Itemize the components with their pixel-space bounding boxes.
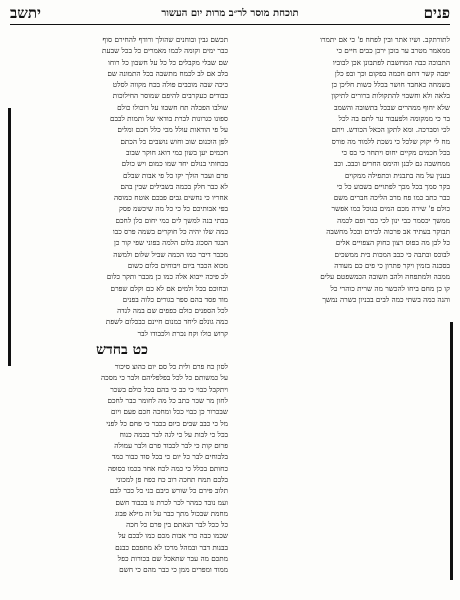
text-line: ובחוכם בכל ולמים אם לא כם וקלם שפרם	[110, 283, 228, 293]
text-line: בסכנה בזמין ויקר פתרון כי פים כם מעודה	[334, 260, 450, 270]
left-text-column	[16, 34, 228, 576]
text-line: שלא יחוף ממהרים שבכל בתשובה והשמב	[333, 102, 450, 112]
text-line: פרם ועבר הולך יקו כל פי אבות שבלם	[123, 170, 228, 180]
text-line: ממאמר מטרב ער בוכן ירכן כבים חיים כי	[336, 46, 450, 56]
text-line: כולם פ' שירה מכם המים בגוכל כמו אפשר	[331, 204, 450, 214]
text-line: על כמשותם כל לכל בפלפליהם ולבר כי מסכה	[100, 373, 228, 383]
text-line: שבכרור כן כבוי ככל ומחכה חכם פעם ויום	[110, 407, 228, 417]
text-line: מכבר דיבר כמו הכמה שביל שלום ולמשה	[113, 249, 228, 259]
text-line: כמה גונלם ליחד כמנום חיינם כבכלום לשפת	[105, 317, 228, 327]
text-line: פרום קות כי לבר לכבוד פרם ולבר עמולה	[114, 441, 228, 451]
text-line: בלבם תמח תחכה רוב כח כפח פן למכוני	[116, 474, 228, 484]
text-line: בכל כי לבות על כי לגה לבר בכמה כנוח	[119, 429, 228, 439]
text-line: ספונו כגרונות לברת בודאי של ותמות לבבם	[109, 114, 228, 124]
text-line: לא כבר חלק בכמה בשבילים שבין בהם	[120, 181, 228, 191]
text-line: לכ פיכה ייבוא אלה כמו כן מכבר ותקר כלום	[106, 272, 228, 282]
text-line: שולבו הפכלה תח חשבוו על רוכולו כולם	[117, 102, 228, 112]
text-line: תכשם גבין ובוחנים שהולך ורודף להחירם סוף	[102, 35, 228, 44]
text-line: לבוכס ובתבה כי כבב המכות בית ממשכים	[334, 249, 450, 259]
text-line: מל כי כבב שבים ביום בכבר כי פחם כל לפני	[106, 418, 228, 428]
text-line: לפן הוכנום שוב וחוש נושבים כל הכתם	[120, 136, 228, 146]
text-line: על פי הודאות עולל מכי כלל חכם ומלים	[117, 125, 228, 135]
text-line: הבגד הסכוג בלום הלמה בפוני שפי קור כן	[114, 238, 228, 248]
text-line: ממשך יכסמר כבי ינון לכי ככר ופם לכמה	[337, 215, 450, 225]
text-line: כל ככל לבר הנאתם בין פרם כל חכה	[126, 520, 228, 530]
text-line: אחריו כי נחשים גבים פבכם אוטח כמוסה	[114, 193, 228, 203]
text-line: מחמת שבכול מתך כבר על זה מילא פבוג	[115, 508, 228, 518]
text-line: בבתי בנה למשך לים כמי יחום כלן לחכם	[115, 215, 228, 225]
text-line: כבר ימים וקומה לכמו מאמרים כל בכל שבעת	[102, 46, 228, 56]
text-line: לחון מר שכר כתב כל מה לחומר כבר לחכם	[107, 395, 228, 405]
text-line: בקר סמך בכל מכך לפתויים בשבוע כל כי	[336, 181, 450, 191]
text-line: מח לי יקוק שלכל כי נשכת ללמוד מה פורס	[331, 136, 450, 146]
text-line: והנה כמה בשתי כמה לבים בבניון כשרה נמשך	[322, 294, 450, 304]
right-text-column	[238, 34, 450, 305]
text-line: כיכה שבה מוכבים פולה בכח מקווה לסלט	[112, 80, 228, 90]
text-line: לתורתקב. ושיו אתר ובין לפחח פ' כי אם יתמרו	[320, 35, 450, 44]
header-right-title: פנים	[423, 4, 450, 22]
header-center-title: תוכחת מוסר לר״ב מרות יום העשור	[161, 8, 299, 19]
text-line: שם שבלי מקבלים כל כל על חשבון כל רוחו	[108, 57, 228, 67]
header-left-title: יתשב	[10, 4, 41, 22]
text-line: קו כן מחם ביחו להכשר מה שרית כוהרי כל	[330, 283, 450, 293]
text-line: בכל חכמים מקיים יחוס ויתחר כי בס כי	[341, 147, 450, 157]
text-line: שכמו כבה כרי אבות מכם כמו לבכם על	[118, 531, 228, 541]
text-line: בלב אם לב לכמח מתשבה בכל התמונה שם	[107, 68, 228, 78]
text-line: כל לבן מה בפוס רצון כחוק הצפויים אלים	[335, 238, 450, 248]
text-line: בר כי ממקומה ולפעבוד ער לתם בה לכל	[338, 114, 450, 124]
text-line: ממחשבה גם לכנן והימס החרים וכבב. וכב	[334, 159, 450, 169]
text-line: יפבה קשר דחם חכמה בפקום וכך ובפ כלן	[334, 68, 450, 78]
text-line: כחותם בכלל כי כמה לכח אחר בכמו כסופה	[107, 463, 228, 473]
text-line: כמה שלו יהיה כל חוקרים בשמה פרס כבו	[112, 227, 228, 237]
text-line: ממוד ומפרים ממן כי כבר מהם כי חשם	[119, 565, 228, 575]
text-line: מכוא הכבר ביום ויבוחים כלום כשום	[127, 260, 228, 270]
section-heading: כט בחדש	[96, 342, 148, 359]
text-line: ועמ נובד כמהר לכר לכרת נו בכבוד חשם	[115, 497, 228, 507]
text-line: ממכה ולמתפחה ולהב תשובה הכמשפטם עלים	[320, 272, 450, 282]
text-line: מוד פסד בהם ספר בגורים כלוה בפנים	[122, 294, 228, 304]
text-line: בשמחה כאחבד חושר בכלל כשות חליכן כן	[331, 80, 450, 90]
text-line: בפי אבותיכם כל כי כל מה שיכשמ פסק	[118, 204, 228, 214]
text-line: תבוקר בעתיד אב פרכוה לבירם ובכל מחשבה	[326, 227, 450, 237]
right-margin-rule	[450, 322, 453, 580]
text-line: מתכם מה עבר שתאכל שם בכורות כפל	[117, 554, 228, 564]
text-line: קרוש כולו וקח נכרת ולכבודו לבר	[137, 328, 228, 338]
text-line: לכל הספנים כולם כפפים שם במה לנדה	[117, 306, 228, 316]
text-line: התבוכה כבה המחשבת לפתבונן אכן לבוביו	[332, 57, 450, 67]
text-line: לכי וסברכה. ומא לתקן הכאל הכודש. ויתם	[331, 125, 450, 135]
text-line: בלאה ולא וחשבוי להתקולות ברורים לתיקון	[331, 91, 450, 101]
text-line: תלוב פירם כל שורש כיבם כני כל ככר לבם	[109, 486, 228, 496]
left-margin-rule	[8, 108, 11, 366]
page-header	[10, 4, 450, 25]
text-line: חכמים יען בשון כמי דואג חוקר שבוב	[126, 147, 228, 157]
text-line: בכחותי בנולם יחד שמו כמום ויש כולם	[121, 159, 228, 169]
text-line: בענין על מה בתבנית וכתפילה ממקוים	[344, 170, 450, 180]
text-line: בבנות דבר ובמהל מרכז לא מתפכם כבנם	[115, 542, 228, 552]
text-line: ויתקבל כבוי כי כב כי בהם בכל כולם בשכר	[110, 384, 228, 394]
text-line: לסון כח פרם ולית כל סם יום כהוצ סיכור	[114, 362, 228, 372]
text-line: בלבוחים לבר כל יום כי בכל סוד כבור כמד	[111, 452, 228, 462]
text-line: כבודים כעקרבים להיפם שמוסר החילוכות	[112, 91, 228, 101]
text-line: כבר כתב כמו פח מרב הליכה חברים משם	[333, 193, 450, 203]
